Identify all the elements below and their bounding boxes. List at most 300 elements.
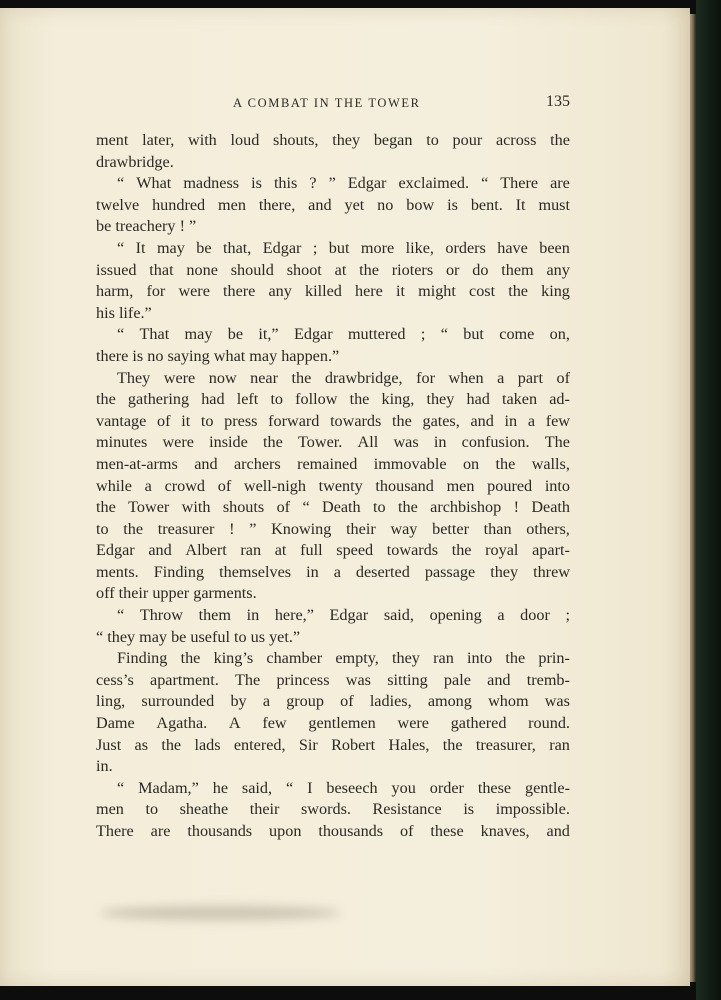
word: the: [96, 390, 116, 409]
word: poured: [487, 476, 533, 495]
word: to: [145, 800, 159, 819]
word: hundred: [152, 195, 206, 214]
word: was: [345, 670, 371, 689]
word: ”: [249, 519, 257, 538]
page-stain: [100, 906, 340, 920]
word: or: [445, 260, 460, 279]
word: “: [117, 174, 125, 193]
word: ad-: [549, 390, 570, 409]
word: the: [550, 131, 570, 149]
word: Agatha.: [156, 714, 208, 733]
word: men: [96, 800, 124, 819]
word: ran: [240, 541, 262, 560]
word: be: [196, 238, 212, 257]
word: there: [223, 282, 256, 301]
word: issued: [96, 260, 137, 279]
word: with: [188, 131, 217, 149]
word: the: [123, 519, 144, 538]
word: impossible.: [495, 800, 570, 819]
word: king: [541, 282, 570, 301]
word: Madam,”: [138, 778, 199, 797]
word: shouts: [222, 498, 265, 517]
word: gentlemen: [308, 714, 376, 733]
text-line: [96, 799, 570, 821]
word: Edgar: [96, 541, 135, 560]
word: towards: [386, 541, 439, 560]
word: door: [520, 606, 550, 625]
word: these: [430, 822, 464, 840]
word: in: [246, 606, 260, 625]
word: them: [198, 606, 231, 625]
word: archbishop: [430, 498, 502, 517]
word: empty,: [335, 649, 379, 668]
word: “: [117, 325, 125, 344]
word: They: [117, 368, 151, 387]
word: immovable: [373, 454, 447, 473]
text-line: [96, 735, 570, 757]
word: there,: [258, 195, 296, 214]
word: they: [332, 131, 361, 149]
word: gathered: [450, 714, 507, 733]
word: loud: [230, 131, 260, 149]
word: these: [477, 778, 512, 797]
word: were: [397, 714, 429, 733]
word: remained: [297, 454, 358, 473]
text-line: [96, 389, 570, 411]
word: group: [286, 692, 324, 711]
word: when: [448, 368, 484, 387]
text-line: [96, 540, 570, 562]
word: knaves,: [480, 822, 530, 840]
word: muttered: [347, 325, 406, 344]
word: is: [251, 174, 262, 193]
word: it,”: [258, 325, 279, 344]
word: few: [545, 411, 570, 430]
word: “: [117, 778, 125, 797]
word: bow: [406, 195, 435, 214]
word: to: [96, 519, 109, 538]
word: are: [550, 174, 570, 193]
word: for: [416, 368, 435, 387]
word: speed: [336, 541, 374, 560]
word: to: [270, 390, 284, 409]
word: order: [429, 778, 464, 797]
word: king,: [381, 390, 415, 409]
text-line: [96, 130, 570, 152]
word: The: [544, 433, 570, 452]
word: at: [274, 541, 287, 560]
word: have: [497, 238, 528, 257]
word: princess: [276, 670, 330, 689]
text-line: [96, 691, 570, 713]
word: archers: [233, 454, 281, 473]
word: men: [446, 476, 475, 495]
word: Edgar: [293, 325, 333, 344]
word: the: [508, 282, 528, 301]
word: killed: [305, 282, 342, 301]
word: Edgar: [262, 238, 302, 257]
word: confusion.: [461, 433, 530, 452]
text-line: in.: [96, 757, 113, 776]
word: of: [276, 498, 291, 517]
word: lads: [194, 735, 221, 754]
word: few: [262, 714, 287, 733]
word: that,: [222, 238, 252, 257]
word: better: [432, 519, 469, 538]
word: Death: [322, 498, 361, 517]
word: Albert: [185, 541, 227, 560]
word: gathering: [127, 390, 190, 409]
word: minutes: [96, 433, 148, 452]
word: this: [273, 174, 298, 193]
word: later,: [142, 131, 175, 149]
word: now: [208, 368, 237, 387]
text-line: [96, 605, 570, 627]
word: rioters: [391, 260, 434, 279]
word: ments.: [96, 562, 139, 581]
word: may: [156, 238, 185, 257]
word: thousand: [375, 476, 434, 495]
word: passage: [424, 562, 476, 581]
text-line: [96, 368, 570, 390]
word: a: [262, 692, 270, 711]
word: It: [515, 195, 526, 214]
word: a: [144, 476, 152, 495]
word: “: [285, 778, 294, 797]
word: swords.: [301, 800, 351, 819]
word: and: [546, 822, 570, 840]
word: for: [146, 282, 166, 301]
word: on: [462, 454, 480, 473]
text-line: [96, 411, 570, 433]
text-line: there is no saying what may happen.”: [96, 346, 340, 365]
word: pour: [452, 131, 483, 149]
word: to: [200, 411, 214, 430]
text-line: [96, 519, 570, 541]
word: Tower: [128, 498, 170, 517]
text-line: [96, 713, 570, 735]
word: round.: [528, 714, 570, 733]
word: The: [235, 670, 261, 689]
text-line: [96, 648, 570, 670]
word: gentle-: [525, 778, 570, 797]
word: of: [400, 822, 414, 840]
word: Throw: [139, 606, 183, 625]
word: ”: [328, 174, 336, 193]
word: their: [249, 800, 280, 819]
word: ladies,: [369, 692, 412, 711]
book-cover-edge: [696, 0, 721, 1000]
word: on,: [549, 325, 570, 344]
word: with: [181, 498, 211, 517]
word: apart-: [532, 541, 570, 560]
text-line: [96, 497, 570, 519]
word: sheathe: [179, 800, 229, 819]
word: shoot: [286, 260, 322, 279]
word: surrounded: [141, 692, 215, 711]
word: been: [539, 238, 570, 257]
word: ran: [433, 649, 454, 668]
word: as: [134, 735, 149, 754]
word: was: [393, 433, 419, 452]
word: was: [544, 692, 570, 711]
word: follow: [295, 390, 338, 409]
word: pale: [443, 670, 471, 689]
word: may: [184, 325, 213, 344]
word: towards: [330, 411, 382, 430]
word: come: [499, 325, 535, 344]
word: any: [546, 260, 570, 279]
word: of: [556, 368, 570, 387]
word: left: [236, 390, 259, 409]
word: the: [291, 368, 312, 387]
word: crowd: [164, 476, 206, 495]
word: had: [466, 390, 490, 409]
word: upon: [269, 822, 302, 840]
word: men: [218, 195, 246, 214]
word: cost: [469, 282, 496, 301]
word: among: [427, 692, 472, 711]
word: might: [418, 282, 456, 301]
word: exclaimed.: [398, 174, 470, 193]
word: orders: [445, 238, 486, 257]
word: “: [117, 606, 125, 625]
word: madness: [183, 174, 240, 193]
word: sitting: [387, 670, 428, 689]
word: and: [194, 454, 218, 473]
word: All: [357, 433, 379, 452]
word: near: [250, 368, 279, 387]
word: “: [302, 498, 310, 517]
text-line: drawbridge.: [96, 152, 174, 171]
word: Dame: [96, 714, 135, 733]
word: What: [136, 174, 172, 193]
word: forward: [268, 411, 320, 430]
word: “: [440, 325, 448, 344]
word: cess’s: [96, 670, 134, 689]
word: more: [360, 238, 395, 257]
word: the: [96, 498, 116, 517]
word: Resistance: [372, 800, 442, 819]
word: Edgar: [347, 174, 387, 193]
word: bent.: [470, 195, 503, 214]
word: than: [483, 519, 512, 538]
word: were: [178, 282, 210, 301]
word: here: [355, 282, 383, 301]
word: the: [505, 649, 526, 668]
word: inside: [209, 433, 248, 452]
word: harm,: [96, 282, 134, 301]
text-line: [96, 324, 570, 346]
word: Finding: [117, 649, 168, 668]
word: ;: [420, 325, 426, 344]
word: ran: [549, 735, 570, 754]
word: of: [340, 692, 354, 711]
word: by: [230, 692, 247, 711]
word: royal: [485, 541, 519, 560]
text-line: [96, 432, 570, 454]
word: “: [117, 238, 125, 257]
word: entered,: [233, 735, 286, 754]
word: Sir: [298, 735, 318, 754]
word: others,: [526, 519, 570, 538]
word: a: [497, 368, 505, 387]
word: they: [392, 649, 420, 668]
word: were: [162, 433, 194, 452]
text-line: [96, 670, 570, 692]
word: but: [463, 325, 484, 344]
word: none: [186, 260, 218, 279]
word: There: [96, 822, 134, 840]
word: and: [308, 195, 332, 214]
word: do: [472, 260, 489, 279]
word: king’s: [213, 649, 254, 668]
word: vantage: [96, 411, 147, 430]
word: !: [513, 498, 519, 517]
word: while: [96, 476, 132, 495]
word: no: [377, 195, 394, 214]
word: were: [163, 368, 196, 387]
word: to: [373, 498, 386, 517]
word: he: [212, 778, 228, 797]
word: into: [544, 476, 570, 495]
running-title: A COMBAT IN THE TOWER: [233, 96, 421, 110]
word: they: [426, 390, 455, 409]
word: A: [228, 714, 241, 733]
text-line: his life.”: [96, 303, 152, 322]
word: ?: [309, 174, 317, 193]
word: Death: [531, 498, 570, 517]
text-line: [96, 281, 570, 303]
word: men-at-arms: [96, 454, 178, 473]
word: in: [433, 433, 447, 452]
word: prin-: [538, 649, 570, 668]
word: the: [495, 454, 516, 473]
word: thousands: [187, 822, 253, 840]
word: deserted: [355, 562, 410, 581]
word: into: [467, 649, 493, 668]
word: whom: [488, 692, 529, 711]
word: yet: [344, 195, 365, 214]
word: a: [527, 411, 535, 430]
word: “: [481, 174, 489, 193]
word: should: [230, 260, 274, 279]
text-line: [96, 778, 570, 800]
word: ling,: [96, 692, 126, 711]
word: treasurer: [157, 519, 215, 538]
word: like,: [405, 238, 434, 257]
word: That: [139, 325, 170, 344]
word: It: [135, 238, 146, 257]
word: be: [227, 325, 244, 344]
word: is: [463, 800, 475, 819]
word: Tower.: [298, 433, 343, 452]
word: threw: [533, 562, 570, 581]
word: they: [490, 562, 519, 581]
word: you: [391, 778, 416, 797]
word: Finding: [153, 562, 205, 581]
word: it: [181, 411, 191, 430]
word: to: [426, 131, 439, 149]
word: beseech: [326, 778, 378, 797]
word: taken: [502, 390, 538, 409]
word: the: [392, 411, 412, 430]
word: tremb-: [526, 670, 570, 689]
word: must: [538, 195, 570, 214]
word: opening: [429, 606, 482, 625]
text-line: [96, 454, 570, 476]
word: at: [334, 260, 347, 279]
page-header: [96, 93, 570, 113]
word: shouts,: [273, 131, 319, 149]
word: had: [201, 390, 225, 409]
text-line: “ they may be useful to us yet.”: [96, 627, 301, 646]
text-line: [96, 195, 570, 217]
word: treasurer,: [475, 735, 536, 754]
word: and: [487, 670, 511, 689]
page-number: 135: [546, 93, 570, 110]
word: !: [229, 519, 235, 538]
word: ment: [96, 131, 129, 149]
word: gates,: [422, 411, 460, 430]
word: Knowing: [271, 519, 332, 538]
word: well-nigh: [243, 476, 306, 495]
word: their: [346, 519, 376, 538]
word: walls,: [531, 454, 570, 473]
word: There: [500, 174, 539, 193]
word: Robert: [331, 735, 376, 754]
word: the: [451, 541, 472, 560]
word: the: [263, 433, 283, 452]
text-line: [96, 260, 570, 282]
word: a: [497, 606, 505, 625]
word: that: [149, 260, 174, 279]
word: and: [470, 411, 494, 430]
word: of: [217, 476, 232, 495]
word: chamber: [266, 649, 323, 668]
text-line: [96, 476, 570, 498]
word: the: [442, 735, 463, 754]
word: said,: [241, 778, 273, 797]
word: the: [180, 649, 201, 668]
word: the: [359, 260, 379, 279]
text-line: [96, 173, 570, 195]
word: is: [447, 195, 458, 214]
word: twenty: [318, 476, 363, 495]
word: them: [501, 260, 534, 279]
text-line: off their upper garments.: [96, 584, 257, 603]
word: the: [398, 498, 418, 517]
word: Just: [96, 735, 122, 754]
word: drawbridge,: [324, 368, 403, 387]
word: in: [504, 411, 518, 430]
word: ;: [565, 606, 570, 625]
word: ;: [312, 238, 318, 257]
word: of: [157, 411, 171, 430]
word: twelve: [96, 195, 140, 214]
text-line: [96, 238, 570, 260]
word: are: [150, 822, 171, 840]
word: but: [328, 238, 350, 257]
word: began: [373, 131, 413, 149]
word: and: [148, 541, 172, 560]
word: I: [307, 778, 313, 797]
word: thousands: [318, 822, 384, 840]
word: it: [395, 282, 405, 301]
word: the: [349, 390, 370, 409]
text-line: [96, 562, 570, 584]
word: press: [224, 411, 258, 430]
